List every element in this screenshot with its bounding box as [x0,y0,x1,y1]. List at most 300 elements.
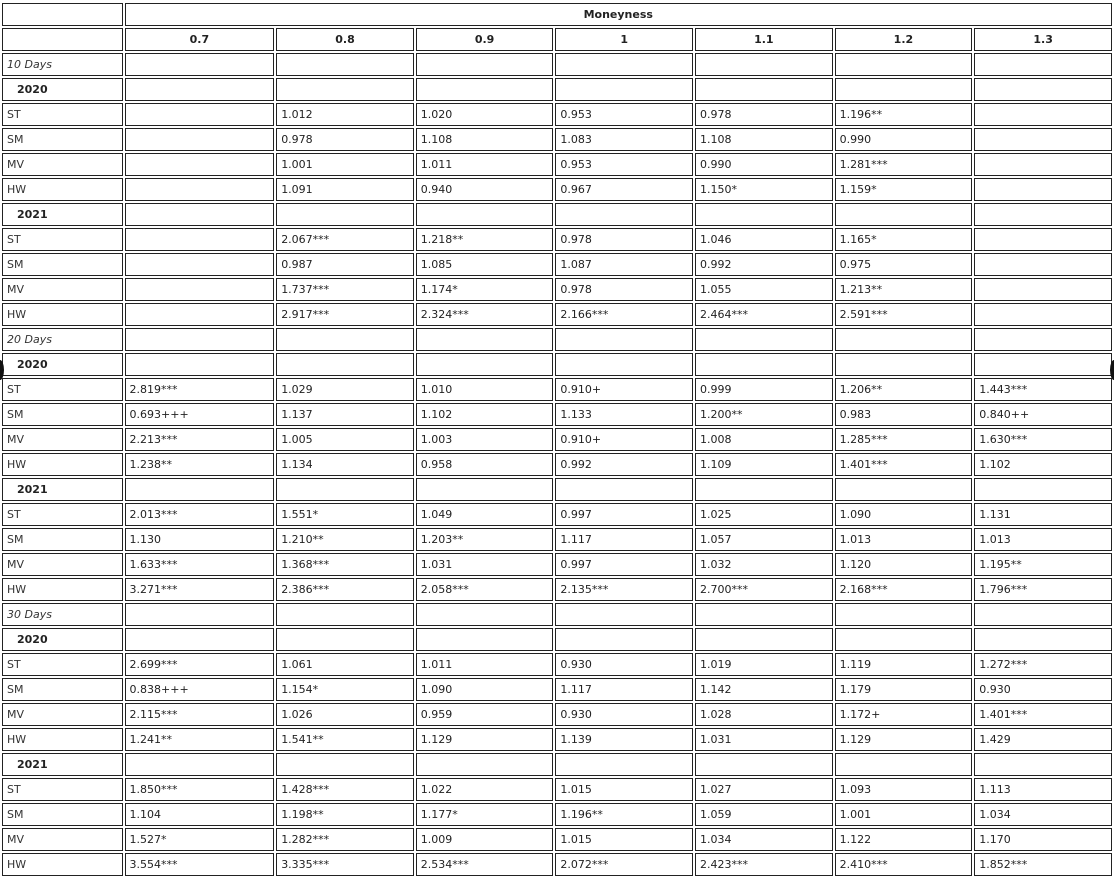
empty-cell [276,78,414,101]
value-cell: 0.840++ [974,403,1112,426]
value-cell: 3.335*** [276,853,414,876]
empty-cell [835,203,973,226]
value-cell: 0.930 [974,678,1112,701]
model-label: MV [2,428,123,451]
model-label: HW [2,453,123,476]
value-cell: 2.072*** [555,853,693,876]
moneyness-group-header: Moneyness [125,3,1112,26]
value-cell: 0.930 [555,653,693,676]
model-label: MV [2,278,123,301]
column-header: 1.2 [835,28,973,51]
value-cell: 0.978 [695,103,833,126]
value-cell: 1.013 [974,528,1112,551]
value-cell: 2.168*** [835,578,973,601]
value-cell: 1.796*** [974,578,1112,601]
value-cell: 1.113 [974,778,1112,801]
value-cell: 1.104 [125,803,275,826]
value-cell: 1.196** [835,103,973,126]
empty-cell [695,628,833,651]
value-cell: 1.059 [695,803,833,826]
value-cell: 1.020 [416,103,554,126]
year-row [2,353,1112,376]
value-cell: 2.324*** [416,303,554,326]
value-cell: 1.401*** [835,453,973,476]
value-cell: 1.368*** [276,553,414,576]
value-cell: 1.011 [416,653,554,676]
value-cell: 1.130 [125,528,275,551]
model-label: SM [2,803,123,826]
empty-cell [276,478,414,501]
table-row [2,303,1112,326]
value-cell: 0.910+ [555,428,693,451]
value-cell [125,278,275,301]
value-cell [125,178,275,201]
table-row [2,378,1112,401]
model-label: SM [2,128,123,151]
model-label: ST [2,778,123,801]
empty-cell [974,353,1112,376]
table-row [2,728,1112,751]
empty-cell [555,603,693,626]
value-cell: 1.001 [835,803,973,826]
value-cell: 2.700*** [695,578,833,601]
empty-cell [835,628,973,651]
value-cell: 1.134 [276,453,414,476]
column-header: 0.8 [276,28,414,51]
value-cell: 1.210** [276,528,414,551]
value-cell: 1.049 [416,503,554,526]
empty-cell [974,478,1112,501]
value-cell: 0.930 [555,703,693,726]
year-label: 2021 [2,203,123,226]
empty-cell [416,628,554,651]
empty-cell [416,478,554,501]
value-cell: 1.015 [555,778,693,801]
value-cell: 0.978 [555,278,693,301]
column-header: 1.3 [974,28,1112,51]
value-cell: 2.464*** [695,303,833,326]
value-cell: 1.093 [835,778,973,801]
value-cell: 1.119 [835,653,973,676]
empty-cell [555,203,693,226]
value-cell: 1.401*** [974,703,1112,726]
value-cell: 1.159* [835,178,973,201]
value-cell: 1.137 [276,403,414,426]
value-cell: 1.026 [276,703,414,726]
value-cell: 0.958 [416,453,554,476]
empty-cell [555,328,693,351]
model-label: MV [2,153,123,176]
value-cell: 1.090 [416,678,554,701]
value-cell: 2.058*** [416,578,554,601]
value-cell: 1.630*** [974,428,1112,451]
value-cell: 1.272*** [974,653,1112,676]
model-label: ST [2,103,123,126]
value-cell: 0.693+++ [125,403,275,426]
value-cell: 1.031 [416,553,554,576]
value-cell [974,178,1112,201]
section-row [2,603,1112,626]
year-row [2,203,1112,226]
value-cell: 1.010 [416,378,554,401]
empty-cell [695,203,833,226]
column-header: 0.9 [416,28,554,51]
header-corner-cell [2,3,123,26]
empty-cell [835,53,973,76]
value-cell: 2.410*** [835,853,973,876]
value-cell: 0.987 [276,253,414,276]
value-cell: 2.819*** [125,378,275,401]
value-cell: 0.953 [555,103,693,126]
value-cell [125,253,275,276]
value-cell: 0.999 [695,378,833,401]
value-cell: 1.129 [416,728,554,751]
value-cell: 3.271*** [125,578,275,601]
value-cell: 1.087 [555,253,693,276]
empty-cell [555,628,693,651]
empty-cell [125,328,275,351]
value-cell: 2.115*** [125,703,275,726]
value-cell: 0.992 [555,453,693,476]
value-cell: 0.997 [555,553,693,576]
table-row [2,403,1112,426]
right-edge-marker [1110,360,1114,380]
value-cell: 1.032 [695,553,833,576]
table-row [2,528,1112,551]
table-row [2,653,1112,676]
value-cell: 1.541** [276,728,414,751]
value-cell: 1.117 [555,528,693,551]
year-row [2,628,1112,651]
empty-cell [416,203,554,226]
year-label: 2020 [2,78,123,101]
header-corner-cell [2,28,123,51]
value-cell: 1.011 [416,153,554,176]
value-cell: 1.633*** [125,553,275,576]
value-cell: 2.699*** [125,653,275,676]
value-cell: 1.012 [276,103,414,126]
empty-cell [125,53,275,76]
value-cell: 1.034 [974,803,1112,826]
value-cell: 1.005 [276,428,414,451]
section-label: 10 Days [2,53,123,76]
empty-cell [416,603,554,626]
value-cell: 1.281*** [835,153,973,176]
table-row [2,828,1112,851]
value-cell: 0.953 [555,153,693,176]
value-cell [125,228,275,251]
value-cell: 1.150* [695,178,833,201]
value-cell: 0.983 [835,403,973,426]
value-cell: 0.978 [555,228,693,251]
year-row [2,478,1112,501]
table-row [2,428,1112,451]
empty-cell [555,53,693,76]
value-cell: 1.737*** [276,278,414,301]
model-label: MV [2,828,123,851]
value-cell: 1.003 [416,428,554,451]
value-cell: 1.139 [555,728,693,751]
table-row [2,278,1112,301]
value-cell: 1.179 [835,678,973,701]
section-label: 20 Days [2,328,123,351]
value-cell: 1.008 [695,428,833,451]
value-cell: 1.195** [974,553,1112,576]
value-cell [125,128,275,151]
empty-cell [974,628,1112,651]
value-cell: 1.172+ [835,703,973,726]
value-cell: 2.917*** [276,303,414,326]
value-cell: 2.067*** [276,228,414,251]
model-label: SM [2,253,123,276]
model-label: HW [2,578,123,601]
empty-cell [125,628,275,651]
model-label: SM [2,528,123,551]
value-cell: 1.025 [695,503,833,526]
section-label: 30 Days [2,603,123,626]
value-cell: 1.133 [555,403,693,426]
empty-cell [695,603,833,626]
empty-cell [125,353,275,376]
header-group-row [2,3,1112,26]
value-cell: 2.213*** [125,428,275,451]
value-cell: 1.850*** [125,778,275,801]
value-cell: 1.013 [835,528,973,551]
table-row [2,678,1112,701]
empty-cell [125,753,275,776]
empty-cell [555,478,693,501]
value-cell: 1.046 [695,228,833,251]
empty-cell [276,328,414,351]
model-label: ST [2,653,123,676]
empty-cell [276,53,414,76]
value-cell: 1.034 [695,828,833,851]
value-cell: 1.009 [416,828,554,851]
empty-cell [125,603,275,626]
results-table-container [0,1,1114,878]
value-cell: 0.978 [276,128,414,151]
value-cell: 1.238** [125,453,275,476]
value-cell: 2.423*** [695,853,833,876]
value-cell [125,153,275,176]
empty-cell [276,353,414,376]
value-cell: 0.990 [695,153,833,176]
value-cell: 1.551* [276,503,414,526]
empty-cell [555,353,693,376]
value-cell: 1.102 [974,453,1112,476]
value-cell: 1.200** [695,403,833,426]
value-cell: 1.198** [276,803,414,826]
value-cell: 1.120 [835,553,973,576]
value-cell [974,128,1112,151]
model-label: ST [2,228,123,251]
value-cell: 2.166*** [555,303,693,326]
value-cell: 1.061 [276,653,414,676]
empty-cell [695,328,833,351]
empty-cell [974,603,1112,626]
year-label: 2021 [2,753,123,776]
value-cell: 1.019 [695,653,833,676]
value-cell: 2.386*** [276,578,414,601]
table-row [2,503,1112,526]
value-cell: 2.013*** [125,503,275,526]
value-cell: 1.527* [125,828,275,851]
value-cell [974,253,1112,276]
empty-cell [276,753,414,776]
empty-cell [974,203,1112,226]
value-cell: 1.108 [695,128,833,151]
empty-cell [695,78,833,101]
table-row [2,128,1112,151]
section-row [2,53,1112,76]
value-cell: 0.990 [835,128,973,151]
value-cell: 0.967 [555,178,693,201]
empty-cell [416,753,554,776]
empty-cell [835,328,973,351]
value-cell [974,153,1112,176]
empty-cell [695,753,833,776]
empty-cell [695,478,833,501]
value-cell: 0.838+++ [125,678,275,701]
empty-cell [125,203,275,226]
value-cell: 1.852*** [974,853,1112,876]
value-cell: 1.203** [416,528,554,551]
value-cell: 1.282*** [276,828,414,851]
value-cell: 0.959 [416,703,554,726]
value-cell: 0.992 [695,253,833,276]
column-header: 0.7 [125,28,275,51]
value-cell: 1.154* [276,678,414,701]
model-label: HW [2,853,123,876]
value-cell: 1.241** [125,728,275,751]
value-cell: 1.001 [276,153,414,176]
value-cell [974,228,1112,251]
model-label: HW [2,303,123,326]
empty-cell [695,53,833,76]
year-label: 2021 [2,478,123,501]
table-body [2,53,1112,876]
value-cell: 1.029 [276,378,414,401]
value-cell: 1.083 [555,128,693,151]
empty-cell [695,353,833,376]
table-row [2,453,1112,476]
value-cell: 1.117 [555,678,693,701]
empty-cell [555,78,693,101]
table-row [2,553,1112,576]
value-cell: 0.997 [555,503,693,526]
value-cell: 2.534*** [416,853,554,876]
value-cell: 1.085 [416,253,554,276]
year-row [2,78,1112,101]
value-cell [974,103,1112,126]
value-cell: 1.131 [974,503,1112,526]
value-cell: 0.975 [835,253,973,276]
table-row [2,803,1112,826]
column-header: 1.1 [695,28,833,51]
empty-cell [835,353,973,376]
value-cell: 1.218** [416,228,554,251]
section-row [2,328,1112,351]
value-cell: 1.165* [835,228,973,251]
model-label: MV [2,703,123,726]
empty-cell [416,353,554,376]
value-cell: 1.109 [695,453,833,476]
empty-cell [835,603,973,626]
table-row [2,853,1112,876]
value-cell: 1.213** [835,278,973,301]
empty-cell [835,478,973,501]
value-cell: 1.428*** [276,778,414,801]
table-row [2,153,1112,176]
value-cell: 1.108 [416,128,554,151]
table-row [2,103,1112,126]
year-row [2,753,1112,776]
value-cell: 1.196** [555,803,693,826]
value-cell: 1.142 [695,678,833,701]
value-cell: 1.031 [695,728,833,751]
empty-cell [555,753,693,776]
empty-cell [276,203,414,226]
empty-cell [276,628,414,651]
value-cell: 1.285*** [835,428,973,451]
empty-cell [416,328,554,351]
year-label: 2020 [2,353,123,376]
value-cell [974,278,1112,301]
value-cell: 0.910+ [555,378,693,401]
empty-cell [416,78,554,101]
value-cell: 1.022 [416,778,554,801]
year-label: 2020 [2,628,123,651]
model-label: ST [2,503,123,526]
table-row [2,228,1112,251]
value-cell: 1.102 [416,403,554,426]
value-cell: 1.177* [416,803,554,826]
value-cell: 0.940 [416,178,554,201]
empty-cell [974,753,1112,776]
empty-cell [416,53,554,76]
value-cell: 3.554*** [125,853,275,876]
column-header: 1 [555,28,693,51]
empty-cell [974,53,1112,76]
table-row [2,578,1112,601]
value-cell: 1.027 [695,778,833,801]
column-header-row [2,28,1112,51]
empty-cell [974,78,1112,101]
table-row [2,253,1112,276]
value-cell: 1.028 [695,703,833,726]
value-cell: 1.122 [835,828,973,851]
value-cell: 2.591*** [835,303,973,326]
value-cell [125,303,275,326]
value-cell: 1.206** [835,378,973,401]
empty-cell [835,78,973,101]
model-label: SM [2,403,123,426]
value-cell [125,103,275,126]
empty-cell [125,478,275,501]
empty-cell [835,753,973,776]
table-row [2,778,1112,801]
empty-cell [276,603,414,626]
value-cell: 1.170 [974,828,1112,851]
value-cell: 1.055 [695,278,833,301]
empty-cell [125,78,275,101]
value-cell: 1.090 [835,503,973,526]
value-cell: 1.057 [695,528,833,551]
value-cell: 2.135*** [555,578,693,601]
empty-cell [974,328,1112,351]
model-label: ST [2,378,123,401]
model-label: HW [2,178,123,201]
